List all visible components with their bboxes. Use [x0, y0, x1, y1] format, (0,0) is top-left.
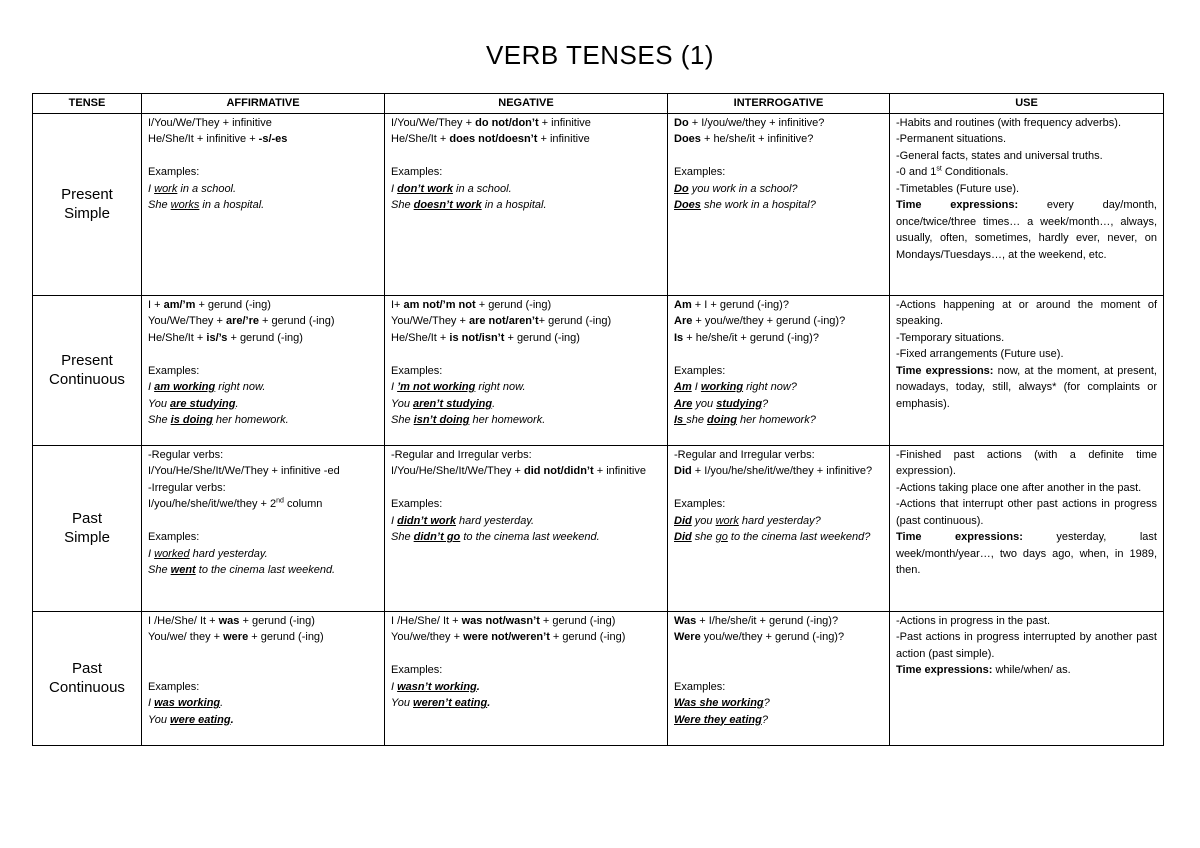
example-line: I don’t work in a school. — [391, 182, 512, 195]
examples-label: Examples: — [148, 680, 200, 693]
rule-line: -Regular verbs: — [148, 448, 224, 461]
affirmative-cell — [142, 611, 385, 745]
examples-label: Examples: — [148, 364, 200, 377]
tense-name: Past — [71, 659, 102, 677]
rule-line: I /He/She/ It + was + gerund (-ing) — [148, 614, 315, 627]
header-negative: NEGATIVE — [385, 94, 668, 114]
use-line: -Actions that interrupt other past actions in progress (past continuous). — [896, 498, 1157, 527]
rule-line: -Regular and Irregular verbs: — [674, 448, 815, 461]
affirmative-cell — [142, 113, 385, 295]
rule-line: Were you/we/they + gerund (-ing)? — [674, 631, 845, 643]
row-present-continuous — [33, 295, 1164, 445]
verb-tenses-table — [32, 93, 1164, 746]
page-title: VERB TENSES (1) — [485, 40, 715, 70]
rule-line: He/She/It + infinitive + -s/-es — [148, 133, 288, 145]
use-line: -Actions in progress in the past. — [896, 614, 1051, 627]
examples-label: Examples: — [674, 498, 726, 510]
use-line: -General facts, states and universal truths. — [896, 149, 1103, 162]
examples-label: Examples: — [391, 498, 443, 510]
time-expressions: Time expressions: every day/month, once/twice/three times… a week/month…, always, usually, often, sometimes, hardly ever, never, on Mondays/Tuesdays…, at the weekend, etc. — [896, 199, 1157, 261]
affirmative-cell — [142, 445, 385, 611]
example-line: She went to the cinema last weekend. — [148, 564, 336, 576]
rule-line: I+ am not/’m not + gerund (-ing) — [391, 298, 552, 311]
header-use: USE — [890, 94, 1164, 114]
example-line: You weren’t eating. — [391, 697, 491, 709]
example-line: Was she working? — [674, 697, 770, 709]
examples-label: Examples: — [674, 166, 726, 178]
use-line: -Past actions in progress interrupted by another past action (past simple). — [896, 631, 1157, 660]
rule-line: You/We/They + are/’re + gerund (-ing) — [148, 315, 335, 327]
rule-line: I/You/We/They + do not/don’t + infinitive — [391, 116, 591, 129]
interrogative-cell — [668, 295, 890, 445]
examples-label: Examples: — [674, 680, 726, 693]
rule-line: I /He/She/ It + was not/wasn’t + gerund (-ing) — [391, 614, 616, 627]
examples-label: Examples: — [148, 531, 200, 543]
example-line: Am I working right now? — [674, 381, 797, 393]
use-line: -Habits and routines (with frequency adverbs). — [896, 116, 1121, 129]
negative-cell — [385, 295, 668, 445]
use-cell — [890, 295, 1164, 445]
rule-line: He/She/It + is not/isn’t + gerund (-ing) — [391, 331, 580, 344]
rule-line: You/we/ they + were + gerund (-ing) — [148, 631, 324, 643]
examples-label: Examples: — [674, 364, 726, 377]
example-line: Did you work hard yesterday? — [674, 514, 821, 527]
example-line: Is she doing her homework? — [674, 414, 816, 426]
rule-line: Are + you/we/they + gerund (-ing)? — [674, 315, 846, 327]
use-line: -Timetables (Future use). — [896, 182, 1020, 195]
example-line: I was working. — [148, 697, 224, 709]
example-line: Are you studying? — [674, 397, 769, 410]
examples-label: Examples: — [391, 364, 443, 377]
tense-name: Present — [61, 351, 113, 369]
use-line: -0 and 1st Conditionals. — [896, 165, 1009, 178]
example-line: I wasn’t working. — [391, 680, 480, 693]
rule-line: You/we/they + were not/weren’t + gerund (-ing) — [391, 631, 626, 643]
example-line: Did she go to the cinema last weekend? — [674, 531, 871, 543]
example-line: Do you work in a school? — [674, 182, 798, 195]
row-past-simple — [33, 445, 1164, 611]
rule-line: Did + I/you/he/she/it/we/they + infinitive? — [674, 465, 873, 477]
tense-name: Past — [71, 509, 102, 527]
example-line: You aren’t studying. — [391, 397, 496, 410]
negative-cell — [385, 611, 668, 745]
header-affirmative: AFFIRMATIVE — [142, 94, 385, 114]
use-cell — [890, 113, 1164, 295]
affirmative-cell — [142, 295, 385, 445]
interrogative-cell — [668, 113, 890, 295]
rule-line: Is + he/she/it + gerund (-ing)? — [674, 331, 819, 344]
time-expressions: Time expressions: yesterday, last week/month/year…, two days ago, when, in 1989, then. — [896, 531, 1157, 576]
example-line: She is doing her homework. — [148, 414, 289, 426]
use-line: -Permanent situations. — [896, 133, 1007, 145]
rule-line: I/you/he/she/it/we/they + 2nd column — [148, 497, 323, 510]
tense-cell — [33, 445, 142, 611]
tense-name: Simple — [64, 204, 110, 222]
example-line: You are studying. — [148, 397, 239, 410]
header-row — [33, 94, 1164, 114]
tense-cell — [33, 113, 142, 295]
negative-cell — [385, 445, 668, 611]
rule-line: Am + I + gerund (-ing)? — [674, 298, 789, 311]
rule-line: He/She/It + does not/doesn’t + infinitive — [391, 133, 590, 145]
rule-line: -Irregular verbs: — [148, 481, 226, 494]
rule-line: Was + I/he/she/it + gerund (-ing)? — [674, 614, 839, 627]
example-line: She isn’t doing her homework. — [391, 414, 546, 426]
example-line: I ’m not working right now. — [391, 381, 526, 393]
tense-name: Continuous — [49, 678, 125, 696]
use-cell — [890, 445, 1164, 611]
interrogative-cell — [668, 445, 890, 611]
use-line: -Actions taking place one after another in the past. — [896, 481, 1142, 494]
examples-label: Examples: — [391, 166, 443, 178]
example-line: You were eating. — [148, 713, 234, 726]
time-expressions: Time expressions: now, at the moment, at present, nowadays, today, still, always* (for complaints or emphasis). — [896, 364, 1157, 410]
rule-line: I/You/We/They + infinitive — [148, 116, 272, 129]
use-line: -Finished past actions (with a definite time expression). — [896, 448, 1157, 477]
rule-line: Do + I/you/we/they + infinitive? — [674, 116, 825, 129]
use-line: -Actions happening at or around the moment of speaking. — [896, 298, 1157, 327]
example-line: Does she work in a hospital? — [674, 199, 816, 211]
negative-cell — [385, 113, 668, 295]
rule-line: -Regular and Irregular verbs: — [391, 448, 532, 461]
tense-name: Simple — [64, 528, 110, 546]
example-line: I am working right now. — [148, 381, 266, 393]
example-line: She didn’t go to the cinema last weekend. — [391, 531, 600, 543]
rule-line: Does + he/she/it + infinitive? — [674, 133, 814, 145]
examples-label: Examples: — [391, 664, 443, 676]
example-line: Were they eating? — [674, 713, 768, 726]
tense-name: Present — [61, 185, 113, 203]
example-line: I work in a school. — [148, 182, 237, 195]
examples-label: Examples: — [148, 166, 200, 178]
tense-name: Continuous — [49, 370, 125, 388]
rule-line: I + am/’m + gerund (-ing) — [148, 298, 271, 311]
tense-cell — [33, 295, 142, 445]
use-line: -Fixed arrangements (Future use). — [896, 348, 1064, 360]
example-line: I worked hard yesterday. — [148, 547, 268, 560]
example-line: I didn’t work hard yesterday. — [391, 514, 535, 527]
tense-cell — [33, 611, 142, 745]
rule-line: You/We/They + are not/aren’t+ gerund (-ing) — [391, 315, 612, 327]
time-expressions: Time expressions: while/when/ as. — [896, 664, 1071, 676]
row-present-simple — [33, 113, 1164, 295]
use-cell — [890, 611, 1164, 745]
interrogative-cell — [668, 611, 890, 745]
example-line: She works in a hospital. — [148, 199, 265, 211]
header-interrogative: INTERROGATIVE — [668, 94, 890, 114]
rule-line: I/You/He/She/It/We/They + did not/didn’t + infinitive — [391, 465, 646, 477]
use-line: -Temporary situations. — [896, 331, 1005, 344]
rule-line: I/You/He/She/It/We/They + infinitive -ed — [148, 465, 340, 477]
rule-line: He/She/It + is/’s + gerund (-ing) — [148, 331, 303, 344]
row-past-continuous — [33, 611, 1164, 745]
header-tense: TENSE — [33, 94, 142, 114]
example-line: She doesn’t work in a hospital. — [391, 199, 547, 211]
